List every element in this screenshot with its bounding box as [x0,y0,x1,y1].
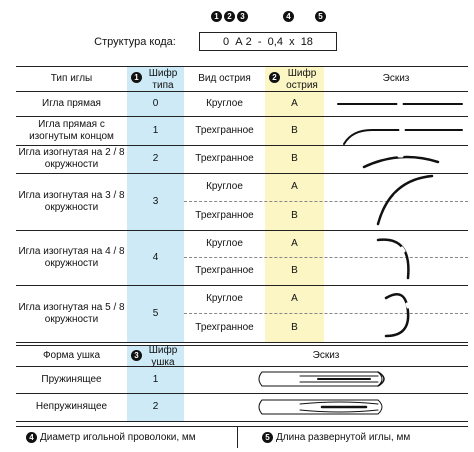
header-marker-3: 3 [131,350,142,361]
point-type-cell: Круглое [206,181,243,192]
footer-top-border [16,426,468,427]
sketch-bent-end-needle [344,130,462,144]
header-marker-1: 1 [131,72,142,83]
code-structure-label: Структура кода: [94,36,176,48]
needle-row-name: Игла прямая [42,97,101,109]
point-code-cell: В [291,153,298,164]
footer-right-text: Длина развернутой иглы, мм [276,432,411,443]
needle-row-code: 0 [152,97,159,109]
header-eye-sketch: Эскиз [312,350,340,361]
needle-row-name: Игла прямая с изогнутым концом [29,118,114,142]
eye-row-code: 2 [152,401,159,412]
marker-1: 1 [211,11,222,22]
point-code-cell: В [291,321,298,333]
point-type-cell: Круглое [206,97,243,109]
sketch-curve-2-8 [364,157,438,167]
header-point-type: Вид острия [198,73,251,84]
sketch-curve-3-8 [378,176,432,224]
point-type-cell: Круглое [206,293,243,304]
point-type-cell: Трехгранное [195,321,254,333]
header-point-code: Шифр острия [286,68,318,91]
needle-row-name: Игла изогнутая на 2 / 8 окружности [18,147,125,170]
header-type-code: Шифр типа [148,68,178,91]
point-type-cell: Трехгранное [195,209,254,221]
footer-marker-5: 5 [262,432,273,443]
sketch-spring-eye [259,372,384,386]
sketch-non-spring-eye [259,400,382,414]
point-code-cell: В [291,209,298,221]
needle-row-code: 3 [152,195,159,207]
needle-row-code: 1 [152,124,159,136]
header-marker-2: 2 [269,72,280,83]
point-type-cell: Круглое [206,237,243,249]
needle-row-name: Игла изогнутая на 5 / 8 окружности [18,301,125,325]
header-eye-code: Шифр ушка [148,345,178,368]
point-type-cell: Трехгранное [195,153,254,164]
needle-row-name: Игла изогнутая на 4 / 8 окружности [18,245,125,269]
point-type-cell: Трехгранное [195,124,254,136]
marker-5: 5 [315,11,326,22]
point-code-cell: А [291,237,298,249]
eye-row-name: Пружинящее [41,373,102,385]
header-needle-type: Тип иглы [50,73,93,84]
needle-row-code: 2 [152,153,159,164]
header-eye-shape: Форма ушка [42,350,101,361]
point-code-cell: В [291,265,298,276]
code-structure-value: 0 А 2 - 0,4 х 18 [223,36,313,48]
point-code-cell: А [291,293,298,304]
sketch-curve-5-8 [386,294,408,336]
footer-marker-4: 4 [26,432,37,443]
eye-row-code: 1 [152,373,159,385]
header-sketch: Эскиз [382,73,410,84]
point-code-cell: А [291,181,298,192]
marker-2: 2 [224,11,235,22]
marker-4: 4 [283,11,294,22]
needle-row-code: 4 [152,251,159,263]
footer-divider [237,426,238,448]
point-code-cell: В [291,124,298,136]
needle-row-name: Игла изогнутая на 3 / 8 окружности [18,189,125,213]
needle-row-code: 5 [152,307,159,319]
eye-row-name: Непружинящее [35,401,108,412]
footer-left-text: Диаметр игольной проволоки, мм [40,432,196,443]
sketch-curve-4-8 [378,240,408,278]
point-code-cell: А [291,97,298,109]
point-type-cell: Трехгранное [195,265,254,276]
marker-3: 3 [237,11,248,22]
